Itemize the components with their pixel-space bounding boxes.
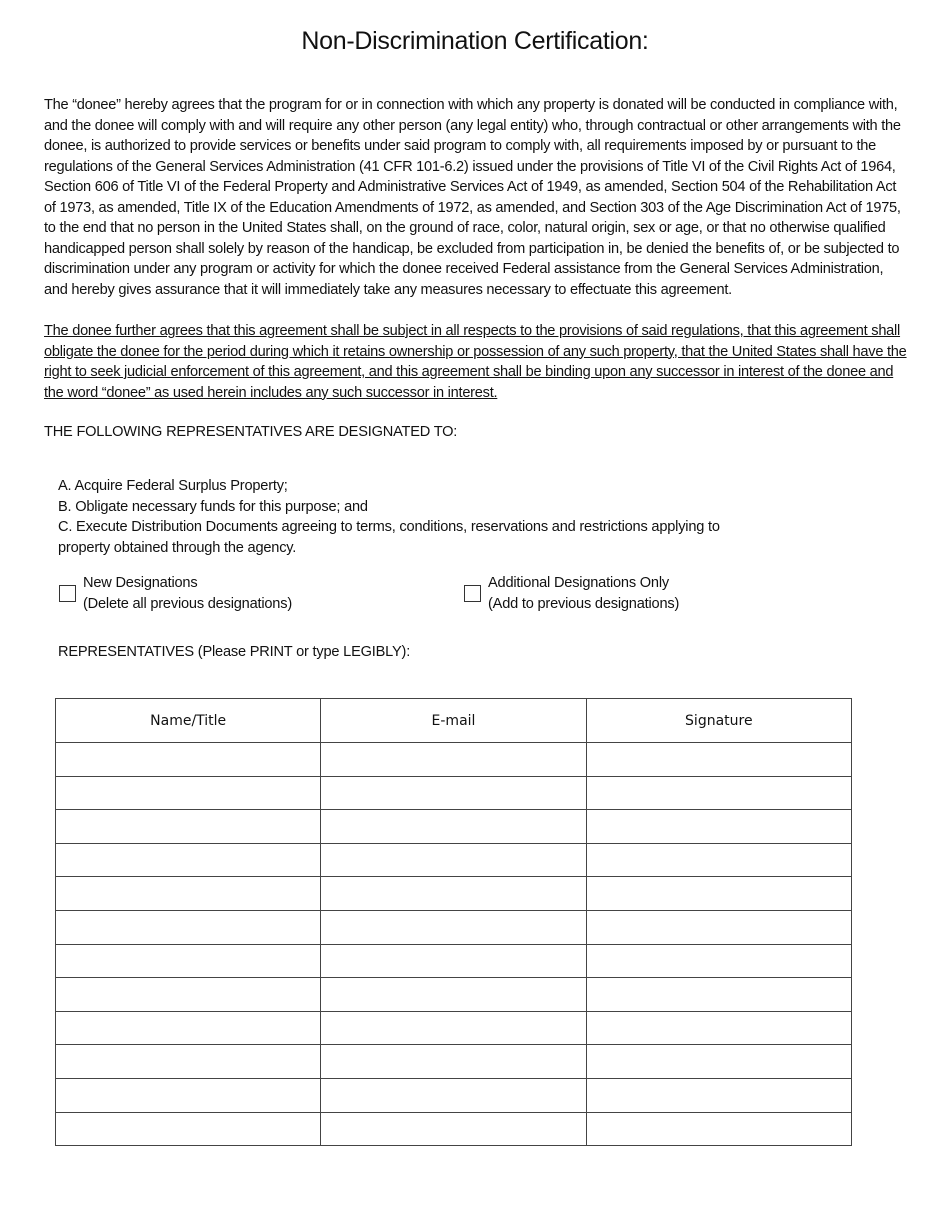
column-header-email: E-mail [321, 699, 586, 743]
table-body [56, 743, 852, 1146]
signature-input[interactable] [587, 1012, 851, 1045]
signature-cell [586, 1112, 851, 1146]
email-input[interactable] [321, 945, 585, 978]
name-cell [56, 1045, 321, 1079]
name-cell [56, 743, 321, 777]
signature-cell [586, 910, 851, 944]
name-cell [56, 978, 321, 1012]
email-cell [321, 1011, 586, 1045]
email-cell [321, 1078, 586, 1112]
email-cell [321, 810, 586, 844]
name-input[interactable] [56, 1079, 320, 1112]
email-input[interactable] [321, 844, 585, 877]
email-cell [321, 944, 586, 978]
name-cell [56, 910, 321, 944]
signature-input[interactable] [587, 978, 851, 1011]
signature-input[interactable] [587, 743, 851, 776]
email-input[interactable] [321, 1012, 585, 1045]
table-row [56, 843, 852, 877]
email-cell [321, 877, 586, 911]
table-row [56, 978, 852, 1012]
email-input[interactable] [321, 1079, 585, 1112]
agreement-paragraph: The donee further agrees that this agreement shall be subject in all respects to the provisions of said regulations, that this agreement shall obligate the donee for the period during which it retains ownership or possession of any such property, that the United States shall have the right to seek judicial enforcement of this agreement, and this agreement shall be binding upon any successor in interest of the donee and the word “donee” as used herein includes any such successor in interest. [44, 323, 907, 401]
table-row [56, 1078, 852, 1112]
signature-cell [586, 944, 851, 978]
signature-input[interactable] [587, 1079, 851, 1112]
representatives-table [55, 698, 852, 1146]
signature-cell [586, 1045, 851, 1079]
new-designations-title: New Designations [83, 575, 198, 591]
email-input[interactable] [321, 877, 585, 910]
email-input[interactable] [321, 1113, 585, 1146]
name-input[interactable] [56, 978, 320, 1011]
name-cell [56, 1112, 321, 1146]
signature-input[interactable] [587, 844, 851, 877]
additional-designations-note: (Add to previous designations) [488, 595, 680, 612]
table-row [56, 1011, 852, 1045]
representatives-label: REPRESENTATIVES (Please PRINT or type LEGIBLY): [58, 644, 411, 660]
table-row [56, 944, 852, 978]
email-cell [321, 743, 586, 777]
name-cell [56, 843, 321, 877]
signature-input[interactable] [587, 1113, 851, 1146]
signature-input[interactable] [587, 1045, 851, 1078]
email-cell [321, 843, 586, 877]
table-row [56, 810, 852, 844]
name-input[interactable] [56, 1113, 320, 1146]
email-input[interactable] [321, 743, 585, 776]
email-input[interactable] [321, 810, 585, 843]
email-cell [321, 776, 586, 810]
email-cell [321, 1112, 586, 1146]
name-input[interactable] [56, 777, 320, 810]
name-input[interactable] [56, 1012, 320, 1045]
signature-cell [586, 843, 851, 877]
email-input[interactable] [321, 777, 585, 810]
signature-cell [586, 978, 851, 1012]
name-input[interactable] [56, 911, 320, 944]
signature-cell [586, 1078, 851, 1112]
new-designations-option[interactable] [59, 573, 292, 614]
designated-heading: THE FOLLOWING REPRESENTATIVES ARE DESIGNATED TO: [44, 424, 458, 440]
new-designations-label [83, 573, 292, 614]
signature-input[interactable] [587, 945, 851, 978]
page-title: Non-Discrimination Certification: [301, 27, 649, 55]
name-input[interactable] [56, 743, 320, 776]
email-cell [321, 910, 586, 944]
email-input[interactable] [321, 978, 585, 1011]
signature-cell [586, 743, 851, 777]
name-input[interactable] [56, 877, 320, 910]
signature-input[interactable] [587, 877, 851, 910]
table-row [56, 1045, 852, 1079]
list-item-b: B. Obligate necessary funds for this purpose; and [58, 498, 368, 515]
compliance-paragraph: The “donee” hereby agrees that the program for or in connection with which any property is donated will be conducted in compliance with, and the donee will comply with and will require any other person (any legal entity) who, through contractual or other arrangements with the donee, is authorized to provide services or benefits under said program to comply with, all requirements imposed by or pursuant to the regulations of the General Services Administration (41 CFR 101-6.2) issued under the provisions of Title VI of the Civil Rights Act of 1964, Section 606 of Title VI of the Federal Property and Administrative Services Act of 1949, as amended, Section 504 of the Rehabilitation Act of 1973, as amended, Title IX of the Education Amendments of 1972, as amended, and Section 303 of the Age Discrimination Act of 1975, to the end that no person in the United States shall, on the ground of race, color, natural origin, sex or age, or that no otherwise qualified handicapped person shall solely by reason of the handicap, be excluded from participation in, be denied the benefits of, or be subjected to discrimination under any program or activity for which the donee received Federal assistance from the General Services Administration, and hereby gives assurance that it will immediately take any measures necessary to effectuate this agreement. [44, 97, 901, 298]
signature-cell [586, 877, 851, 911]
table-row [56, 1112, 852, 1146]
name-cell [56, 810, 321, 844]
name-cell [56, 1011, 321, 1045]
name-cell [56, 1078, 321, 1112]
signature-input[interactable] [587, 911, 851, 944]
table-row [56, 910, 852, 944]
name-input[interactable] [56, 810, 320, 843]
name-cell [56, 877, 321, 911]
table-row [56, 776, 852, 810]
email-input[interactable] [321, 911, 585, 944]
column-header-name: Name/Title [56, 699, 321, 743]
new-designations-note: (Delete all previous designations) [83, 595, 292, 612]
additional-designations-checkbox[interactable] [464, 585, 481, 602]
email-input[interactable] [321, 1045, 585, 1078]
email-cell [321, 978, 586, 1012]
table-header-row [56, 699, 852, 743]
name-input[interactable] [56, 844, 320, 877]
table-row [56, 743, 852, 777]
name-cell [56, 944, 321, 978]
name-input[interactable] [56, 1045, 320, 1078]
signature-input[interactable] [587, 777, 851, 810]
column-header-signature: Signature [586, 699, 851, 743]
signature-cell [586, 776, 851, 810]
list-item-c: C. Execute Distribution Documents agreeing to terms, conditions, reservations and restrictions applying to property obtained through the agency. [58, 519, 720, 556]
signature-cell [586, 1011, 851, 1045]
additional-designations-option[interactable] [464, 573, 679, 614]
list-item-a: A. Acquire Federal Surplus Property; [58, 478, 288, 494]
name-input[interactable] [56, 945, 320, 978]
additional-designations-label [488, 573, 679, 614]
name-cell [56, 776, 321, 810]
designation-list [58, 476, 738, 558]
new-designations-checkbox[interactable] [59, 585, 76, 602]
signature-cell [586, 810, 851, 844]
email-cell [321, 1045, 586, 1079]
signature-input[interactable] [587, 810, 851, 843]
table-row [56, 877, 852, 911]
additional-designations-title: Additional Designations Only [488, 575, 669, 591]
